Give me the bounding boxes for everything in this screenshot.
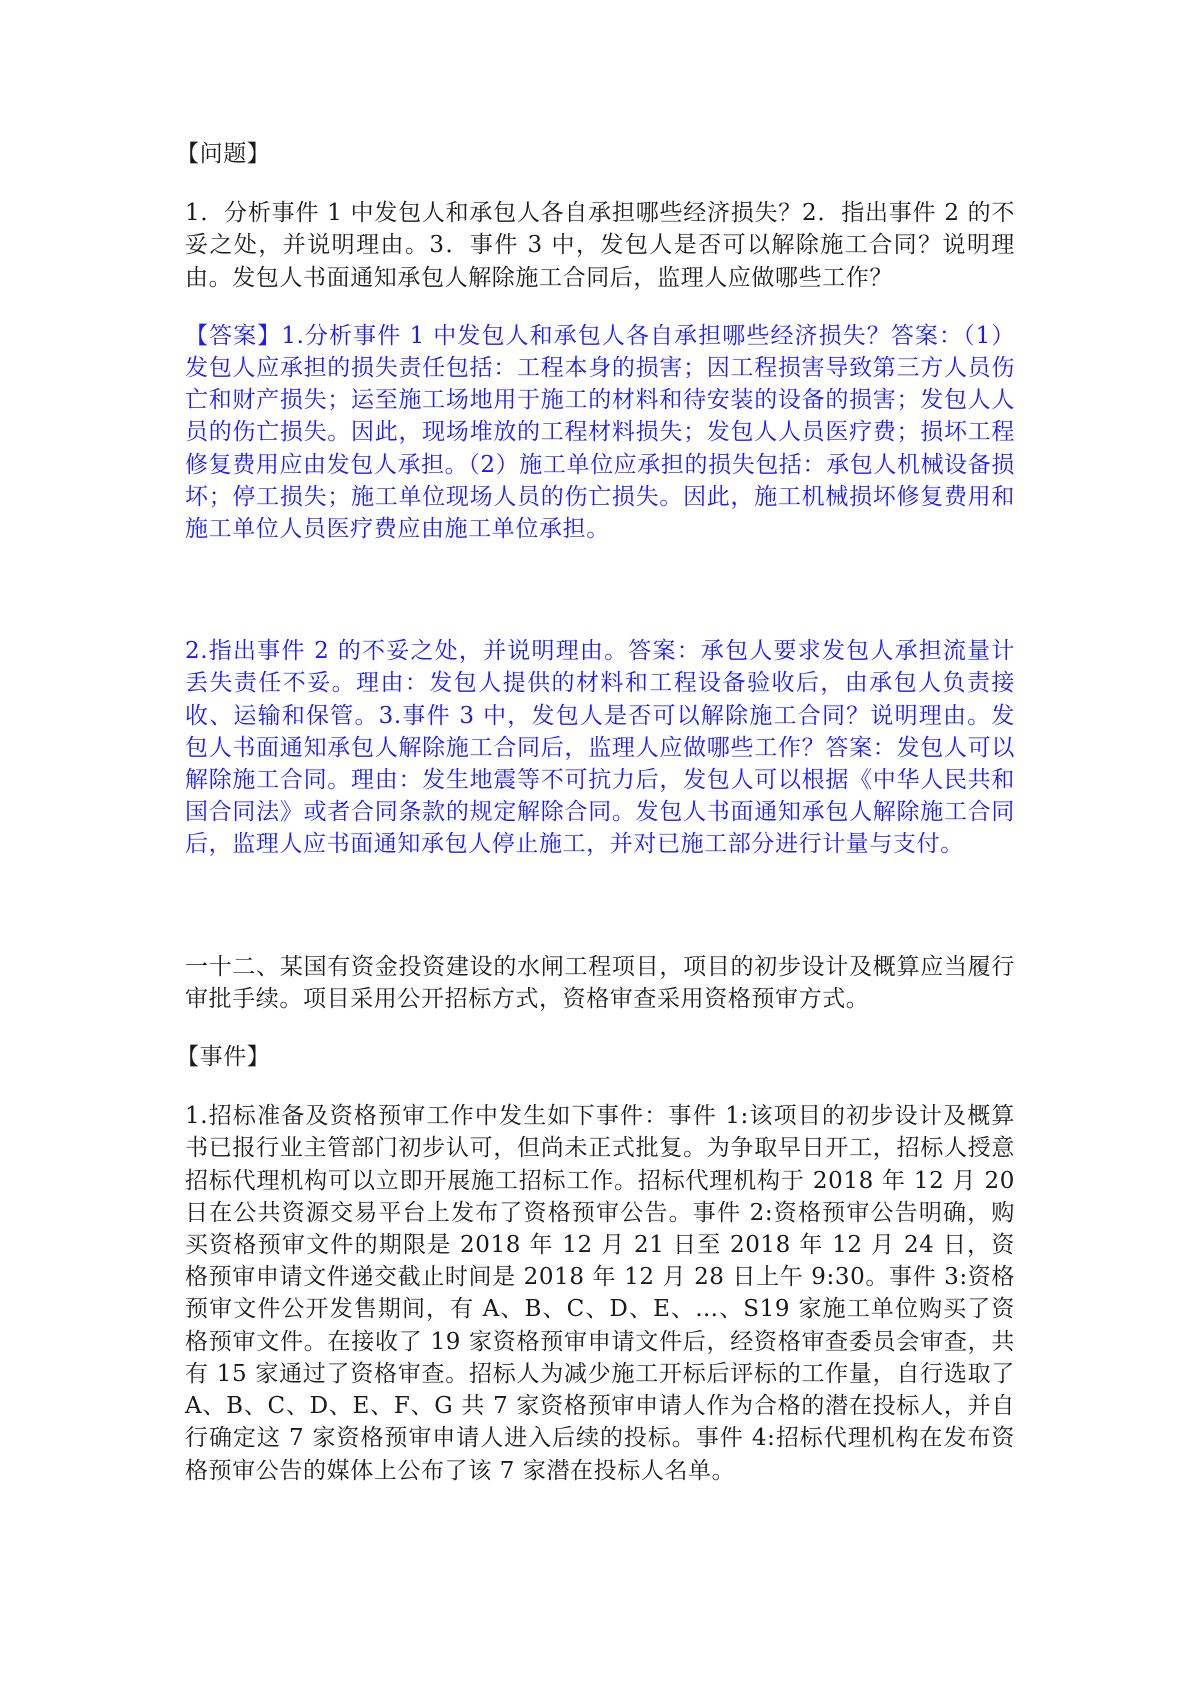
- question-heading: 【问题】: [176, 141, 271, 167]
- event-text: 1.招标准备及资格预审工作中发生如下事件：事件 1:该项目的初步设计及概算书已报行业主管部门初步认可，但尚未正式批复。为争取早日开工，招标人授意招标代理机构可以立即开展施工招标工作。招标代理机构于 2018 年 12 月 20 日在公共资源交易平台上发布了资格预审公告。事件 2:资格预审公告明确，购买资格预审文件的期限是 2018 年 12 月 21 日至 2018 年 12 月 24 日，资格预审申请文件递交截止时间是 2018 年 12 月 28 日上午 9:30。事件 3:资格预审文件公开发售期间，有 A、B、C、D、E、…、S19 家施工单位购买了资格预审文件。在接收了 19 家资格预审申请文件后，经资格审查委员会审查，共有 15 家通过了资格审查。招标人为减少施工开标后评标的工作量，自行选取了 A、B、C、D、E、F、G 共 7 家资格预审申请人作为合格的潜在投标人，并自行确定这 7 家资格预审申请人进入后续的投标。事件 4:招标代理机构在发布资格预审公告的媒体上公布了该 7 家潜在投标人名单。: [185, 1103, 1015, 1484]
- answer-part-2: 2.指出事件 2 的不妥之处，并说明理由。答案：承包人要求发包人承担流量计丢失责任不妥。理由：发包人提供的材料和工程设备验收后，由承包人负责接收、运输和保管。3.事件 3 中，发包人是否可以解除施工合同？说明理由。发包人书面通知承包人解除施工合同后，监理人应做哪些工作？答案：发包人可以解除施工合同。理由：发生地震等不可抗力后，发包人可以根据《中华人民共和国合同法》或者合同条款的规定解除合同。发包人书面通知承包人解除施工合同后，监理人应书面通知承包人停止施工，并对已施工部分进行计量与支付。: [185, 638, 1015, 858]
- event-heading: 【事件】: [176, 1044, 271, 1071]
- answer-part-1: 【答案】1.分析事件 1 中发包人和承包人各自承担哪些经济损失？答案：（1）发包人应承担的损失责任包括：工程本身的损害；因工程损害导致第三方人员伤亡和财产损失；运至施工场地用于施工的材料和待安装的设备的损害；发包人人员的伤亡损失。因此，现场堆放的工程材料损失；发包人人员医疗费；损坏工程修复费用应由发包人承担。（2）施工单位应承担的损失包括：承包人机械设备损坏；停工损失；施工单位现场人员的伤亡损失。因此，施工机械损坏修复费用和施工单位人员医疗费应由施工单位承担。: [185, 322, 1015, 543]
- question-text: 1．分析事件 1 中发包人和承包人各自承担哪些经济损失？2．指出事件 2 的不妥之处，并说明理由。3．事件 3 中，发包人是否可以解除施工合同？说明理由。发包人书面通知承包人解除施工合同后，监理人应做哪些工作？: [185, 200, 1015, 291]
- spacer: [185, 294, 1015, 320]
- spacer: [185, 170, 1015, 197]
- case-intro: 一十二、某国有资金投资建设的水闸工程项目，项目的初步设计及概算应当履行审批手续。项目采用公开招标方式，资格审查采用资格预审方式。: [185, 953, 1015, 1012]
- spacer: [185, 1015, 1015, 1041]
- spacer: [185, 1073, 1015, 1100]
- spacer: [185, 545, 1015, 635]
- spacer: [185, 861, 1015, 951]
- document-page: [176, 138, 1015, 1487]
